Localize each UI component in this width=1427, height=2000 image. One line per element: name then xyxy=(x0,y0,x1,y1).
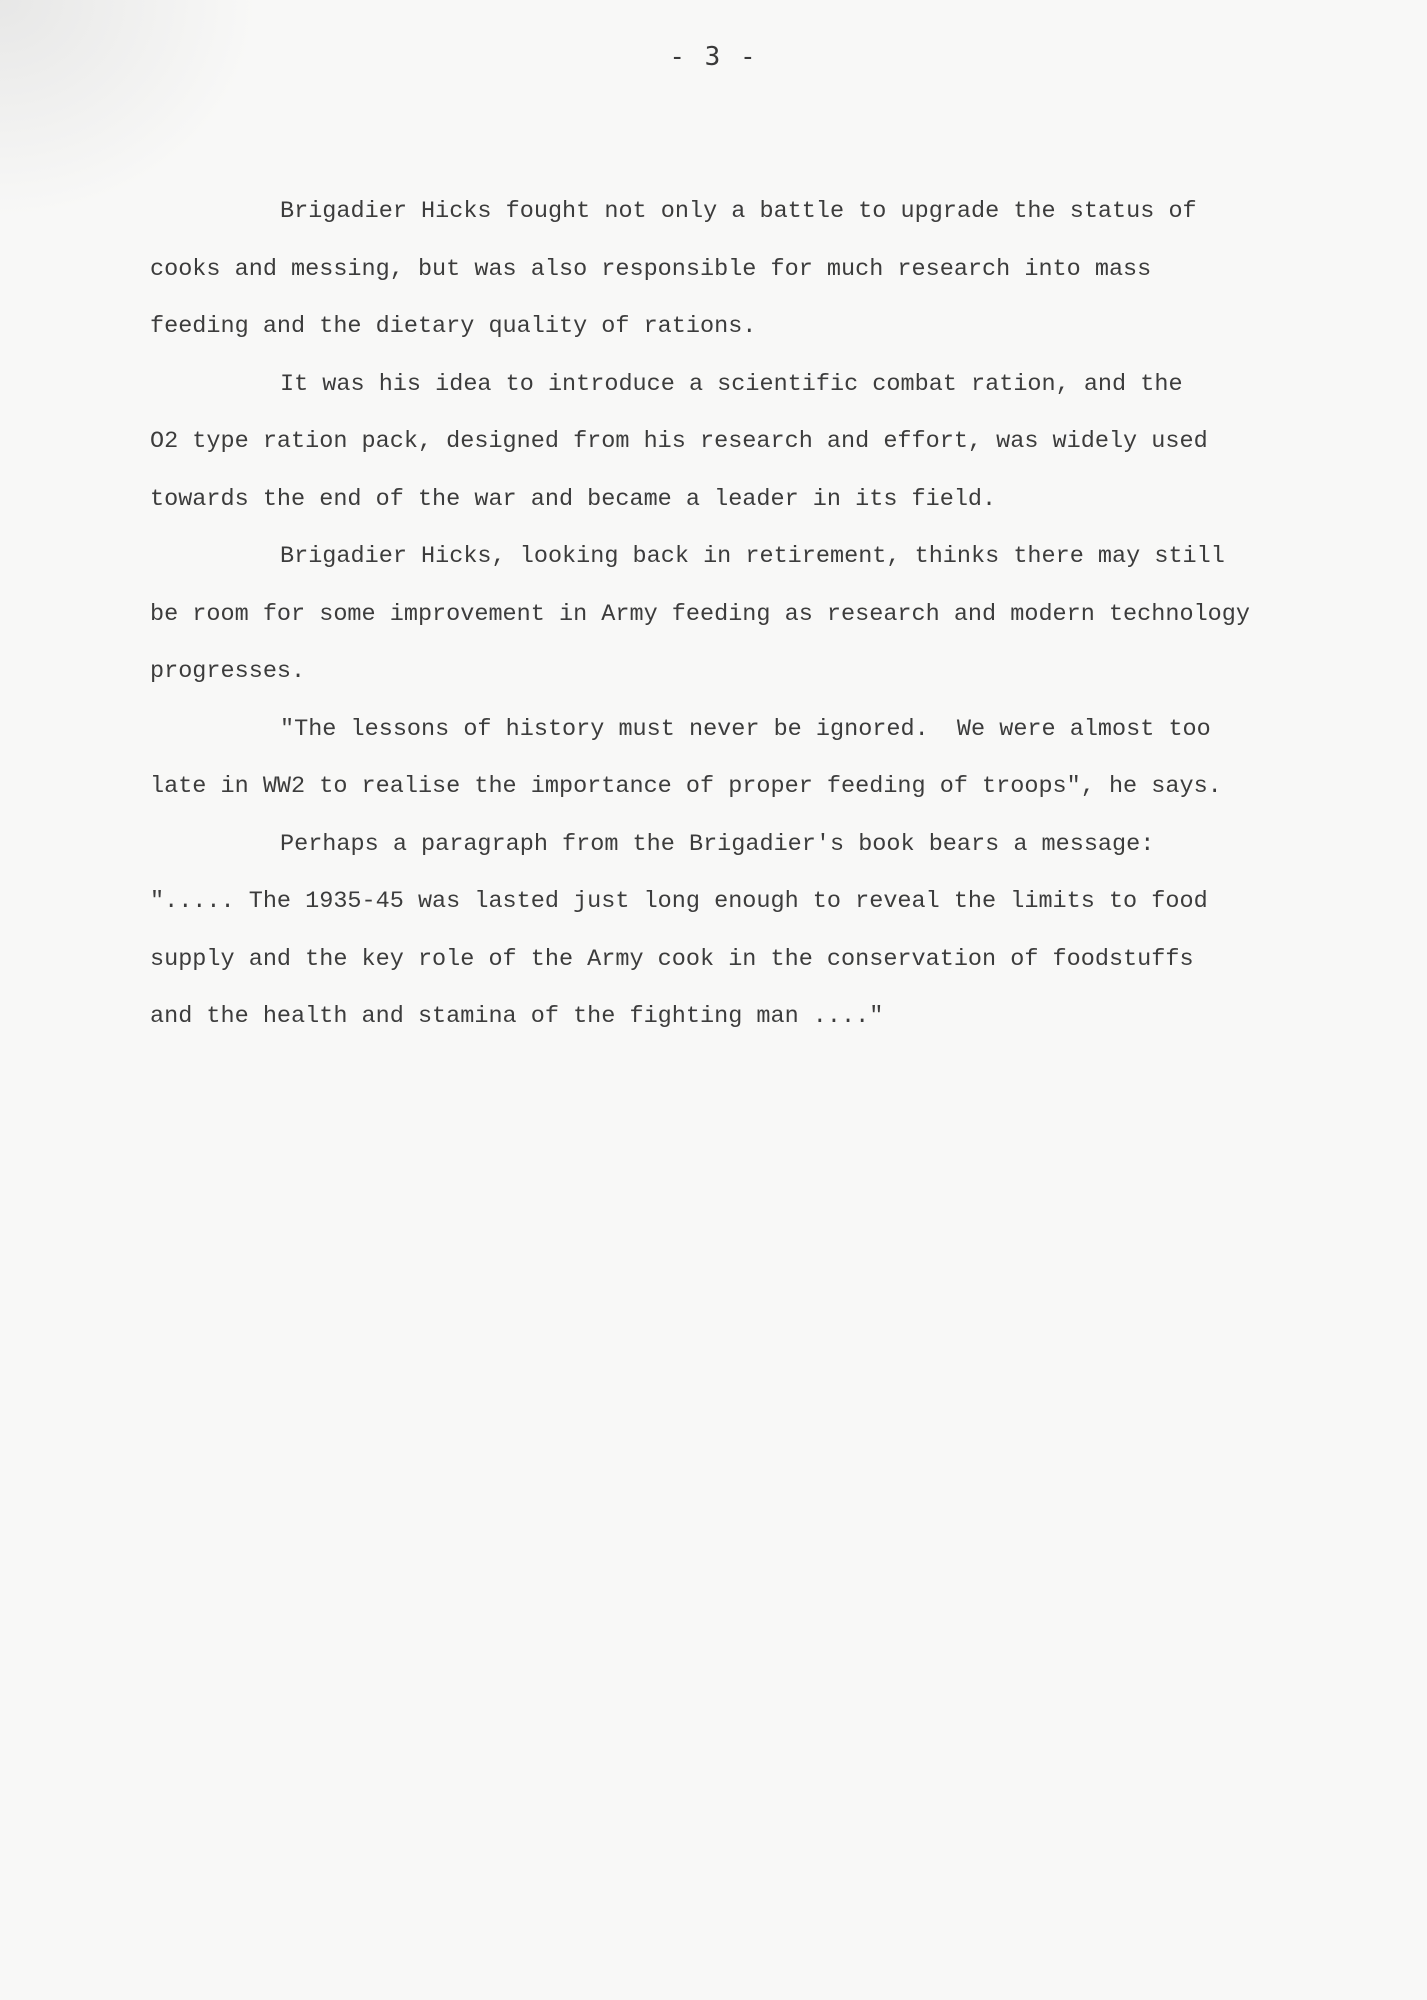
text-line: late in WW2 to realise the importance of proper feeding of troops", he says. xyxy=(150,773,1222,800)
text-line: feeding and the dietary quality of rations. xyxy=(150,313,757,340)
text-line: Brigadier Hicks, looking back in retirement, thinks there may still xyxy=(280,543,1225,570)
text-line: O2 type ration pack, designed from his research and effort, was widely used xyxy=(150,428,1208,455)
paragraph-5 xyxy=(150,816,1300,874)
paragraph-3 xyxy=(150,528,1300,701)
text-line: "The lessons of history must never be ignored. We were almost too xyxy=(280,715,1211,743)
text-line: and the health and stamina of the fighting man ...." xyxy=(150,1003,884,1030)
paragraph-1 xyxy=(150,183,1300,356)
paragraph-4 xyxy=(150,701,1300,816)
page-number: - 3 - xyxy=(669,42,758,72)
text-line: It was his idea to introduce a scientific combat ration, and the xyxy=(280,370,1183,398)
paragraph-2 xyxy=(150,356,1300,529)
text-line: Brigadier Hicks fought not only a battle to upgrade the status of xyxy=(280,198,1197,225)
text-line: Perhaps a paragraph from the Brigadier's book bears a message: xyxy=(280,830,1155,858)
text-line: be room for some improvement in Army feeding as research and modern technology xyxy=(150,600,1250,628)
text-line: towards the end of the war and became a leader in its field. xyxy=(150,485,997,513)
text-line: progresses. xyxy=(150,658,306,685)
paragraph-6-quote xyxy=(150,873,1300,1046)
text-line: cooks and messing, but was also responsible for much research into mass xyxy=(150,255,1152,283)
text-line: supply and the key role of the Army cook in the conservation of foodstuffs xyxy=(150,945,1194,973)
body-text xyxy=(150,183,1300,1046)
text-line: "..... The 1935-45 was lasted just long enough to reveal the limits to food xyxy=(150,888,1208,915)
